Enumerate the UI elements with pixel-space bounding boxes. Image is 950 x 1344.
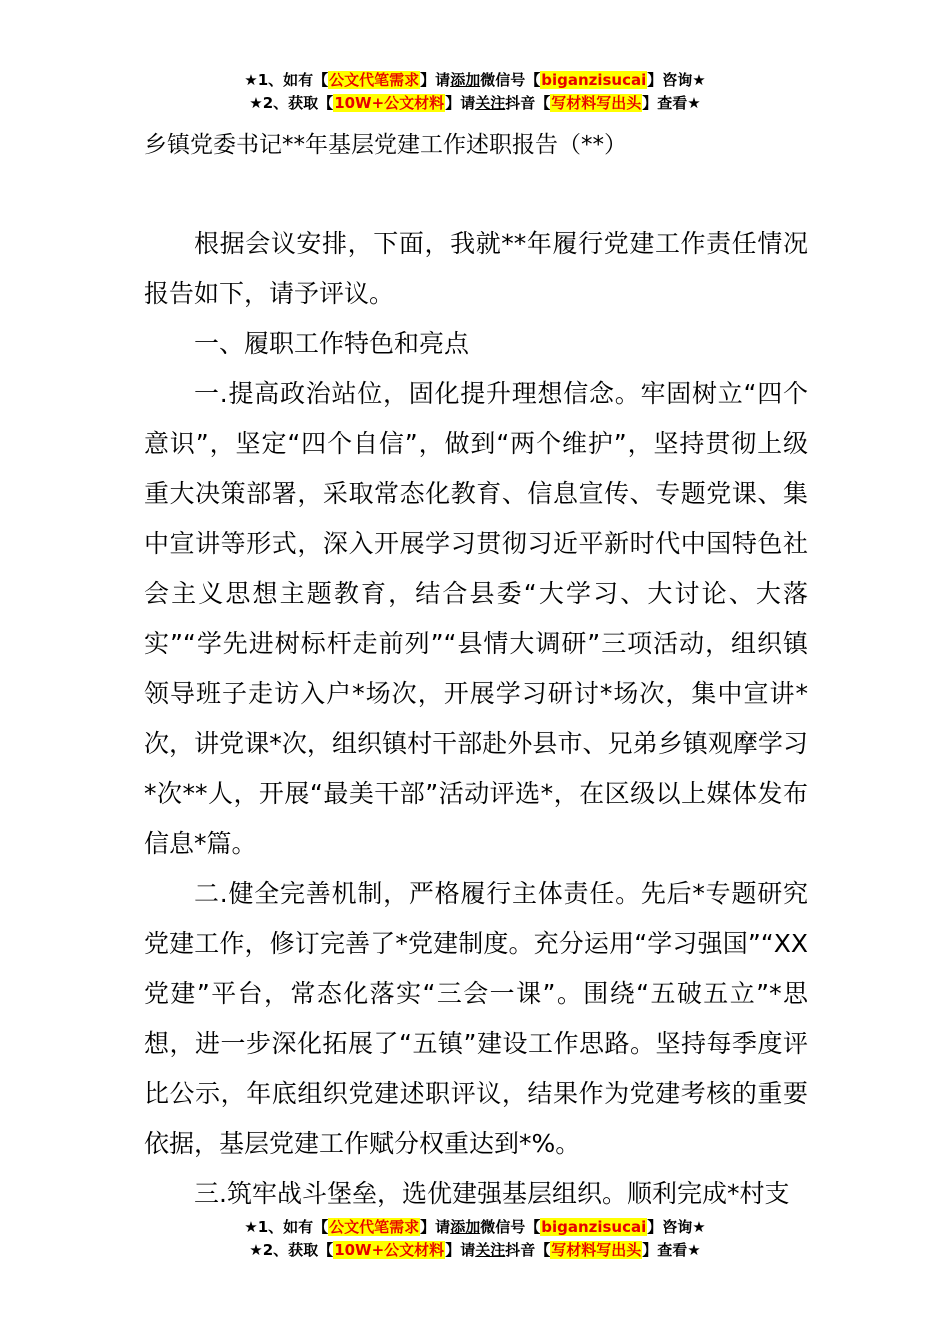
banner-text: 微信号【 [480, 1218, 541, 1236]
banner-highlight: biganzisucai [541, 1218, 647, 1236]
document-body [144, 219, 808, 1219]
banner-underlined-text: 关注 [475, 94, 506, 112]
banner-line-1 [0, 1216, 950, 1239]
banner-text: 】查看★ [642, 1241, 701, 1259]
banner-text: ★1、如有【 [244, 71, 329, 89]
banner-text: 】请 [420, 71, 451, 89]
banner-highlight: 写材料写出头 [551, 94, 642, 112]
banner-text: 】咨询★ [647, 71, 706, 89]
banner-text: 】咨询★ [647, 1218, 706, 1236]
section-heading: 一、履职工作特色和亮点 [194, 329, 470, 358]
body-paragraph: 三.筑牢战斗堡垒，选优建强基层组织。顺利完成*村支 [194, 1179, 790, 1208]
banner-highlight: 公文代笔需求 [329, 1218, 420, 1236]
banner-highlight: 写材料写出头 [551, 1241, 642, 1259]
banner-highlight: 10W+公文材料 [334, 1241, 445, 1259]
banner-line-1 [0, 69, 950, 92]
banner-underlined-text: 关注 [475, 1241, 506, 1259]
banner-text: 】请 [445, 94, 476, 112]
banner-highlight: 公文代笔需求 [329, 71, 420, 89]
banner-text: ★2、获取【 [249, 1241, 334, 1259]
banner-text: 抖音【 [505, 1241, 551, 1259]
banner-underlined-text: 添加 [450, 1218, 481, 1236]
banner-text: 抖音【 [505, 94, 551, 112]
banner-highlight: 10W+公文材料 [334, 94, 445, 112]
banner-text: ★2、获取【 [249, 94, 334, 112]
banner-underlined-text: 添加 [450, 71, 481, 89]
footer-banner [0, 1216, 950, 1262]
body-paragraph: 一.提高政治站位，固化提升理想信念。牢固树立“四个意识”，坚定“四个自信”，做到“两个维护”，坚持贯彻上级重大决策部署，采取常态化教育、信息宣传、专题党课、集中宣讲等形式，深入开展学习贯彻习近平新时代中国特色社会主义思想主题教育，结合县委“大学习、大讨论、大落实”“学先进树标杆走前列”“县情大调研”三项活动，组织镇领导班子走访入户*场次，开展学习研讨*场次，集中宣讲*次，讲党课*次，组织镇村干部赴外县市、兄弟乡镇观摩学习*次**人，开展“最美干部”活动评选*，在区级以上媒体发布信息*篇。 [144, 379, 808, 858]
banner-text: 】请 [445, 1241, 476, 1259]
banner-line-2 [0, 92, 950, 115]
intro-paragraph: 根据会议安排，下面，我就**年履行党建工作责任情况报告如下，请予评议。 [144, 229, 808, 308]
banner-text: 微信号【 [480, 71, 541, 89]
banner-line-2 [0, 1239, 950, 1262]
banner-text: 】请 [420, 1218, 451, 1236]
header-banner [0, 69, 950, 115]
banner-text: ★1、如有【 [244, 1218, 329, 1236]
document-title: 乡镇党委书记**年基层党建工作述职报告（**） [144, 132, 627, 158]
banner-highlight: biganzisucai [541, 71, 647, 89]
banner-text: 】查看★ [642, 94, 701, 112]
body-paragraph: 二.健全完善机制，严格履行主体责任。先后*专题研究党建工作，修订完善了*党建制度。充分运用“学习强国”“XX党建”平台，常态化落实“三会一课”。围绕“五破五立”*思想，进一步深化拓展了“五镇”建设工作思路。坚持每季度评比公示，年底组织党建述职评议，结果作为党建考核的重要依据，基层党建工作赋分权重达到*%。 [144, 879, 808, 1158]
